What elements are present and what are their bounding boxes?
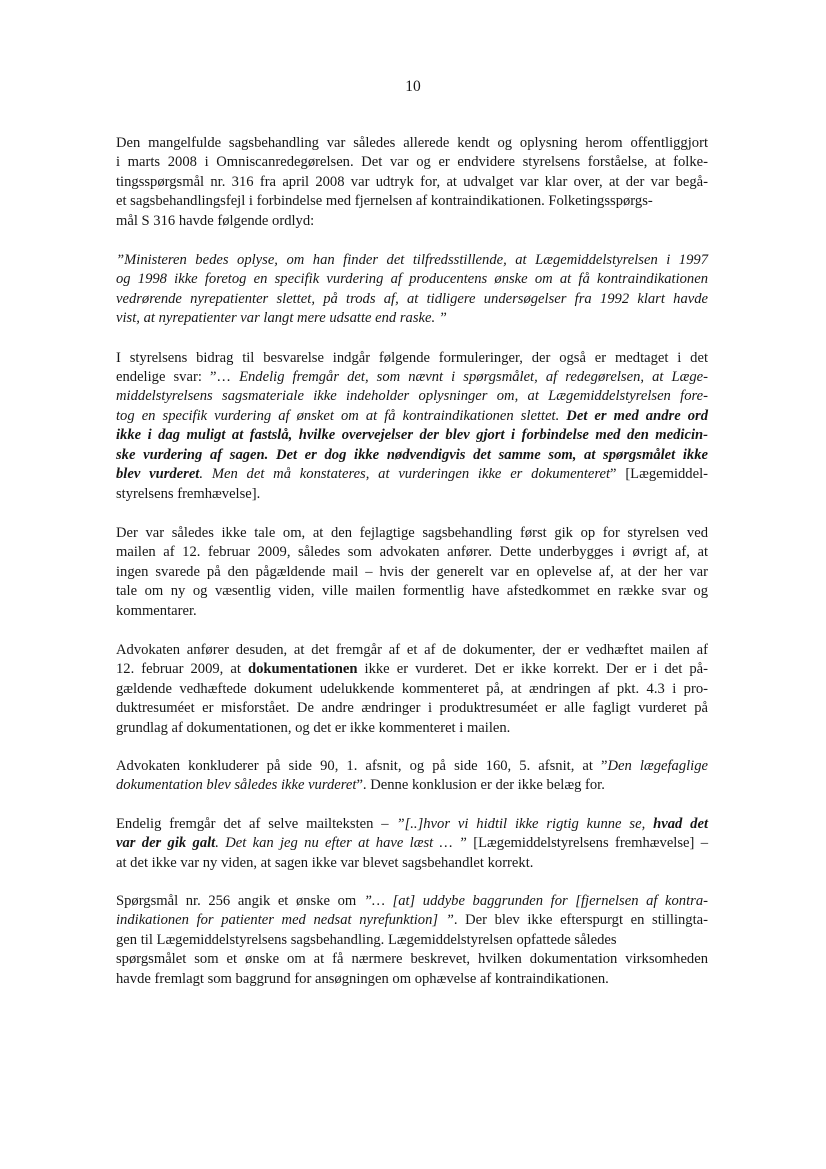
text-line [116, 680, 708, 699]
text-line [116, 543, 708, 562]
text-line [116, 854, 708, 873]
text-line [116, 290, 708, 309]
text-line [116, 602, 708, 621]
text-run: Advokaten anfører desuden, at det fremgår af et af de dokumenter, der er vedhæftet mailen af [116, 641, 708, 658]
text-line [116, 349, 708, 368]
text-run: kommentarer. [116, 602, 197, 619]
paragraph [116, 815, 708, 873]
paragraph [116, 757, 708, 796]
text-run: endelige svar: ”… [116, 369, 240, 386]
text-run: et sagsbehandlingsfejl i forbindelse med fjernelsen af kontraindikationen. Folketingsspørgs- [116, 193, 653, 210]
text-run: var der gik galt [116, 835, 216, 852]
text-run: [Lægemiddelstyrelsens fremhævelse] – [473, 835, 709, 852]
text-line [116, 582, 708, 601]
text-line [116, 309, 708, 328]
text-run: Endelig fremgår det af selve mailteksten – [116, 815, 397, 832]
text-run: ”[..]hvor vi hidtil ikke rigtig kunne se, [396, 815, 654, 832]
text-line [116, 465, 708, 484]
text-run: ikke i dag muligt at fastslå, hvilke overvejelser der blev gjort i forbindelse med den medicin- [116, 427, 708, 444]
text-run: blev vurderet [116, 466, 200, 483]
text-run: at det ikke var ny viden, at sagen ikke var blevet sagsbehandlet korrekt. [116, 854, 534, 871]
text-line [116, 251, 708, 270]
text-run: 12. februar 2009, at [116, 661, 248, 678]
text-run: vedrørende nyrepatienter slettet, på trods af, at tidligere undersøgelser fra 1992 klart havde [116, 290, 708, 307]
text-run: tingsspørgsmål nr. 316 fra april 2008 var udtryk for, at udvalget var klar over, at der var begå- [116, 173, 708, 190]
text-run: havde fremlagt som baggrund for ansøgningen om ophævelse af kontraindikationen. [116, 970, 609, 987]
text-run: Det er med andre ord [566, 407, 708, 424]
text-run: mailen af 12. februar 2009, således som advokaten anfører. Dette underbygges i øvrigt af, at [116, 544, 708, 561]
text-run: Spørgsmål nr. 256 angik et ønske om [116, 893, 364, 909]
text-run: dokumentationen [247, 661, 358, 678]
text-line [116, 563, 708, 582]
text-line [116, 192, 708, 211]
text-run: gældende vedhæftede dokument udelukkende kommenteret på, at ændringen af pkt. 4.3 i pro- [116, 680, 708, 697]
text-line [116, 426, 708, 445]
text-line [116, 524, 708, 543]
paragraph [116, 641, 708, 738]
text-run: ”… [at] uddybe baggrunden for [fjernelsen af kontra- [363, 893, 708, 909]
text-line [116, 931, 708, 950]
text-run: vist, at nyrepatienter var langt mere udsatte end raske. ” [116, 310, 447, 327]
text-run: Endelig fremgår det, som nævnt i spørgsmålet, af redegørelsen, at Læge- [239, 369, 708, 386]
text-line [116, 173, 708, 192]
text-run: hvad det [653, 815, 709, 832]
text-run: duktresuméet er misforstået. De andre ændringer i produktresuméet er alle fagligt vurderet på [116, 700, 708, 717]
text-run: ”. Denne konklusion er der ikke belæg for. [356, 777, 605, 794]
text-line [116, 446, 708, 465]
text-line [116, 153, 708, 172]
text-line [116, 212, 708, 231]
text-run: ”Ministeren bedes oplyse, om han finder det tilfredsstillende, at Lægemiddelstyrelsen i 1997 [116, 252, 708, 269]
text-run: mål S 316 havde følgende ordlyd: [116, 212, 315, 229]
text-run: styrelsens fremhævelse]. [116, 485, 261, 502]
text-run: dokumentation blev således ikke vurderet [116, 777, 357, 794]
text-run: ske vurdering af sagen. Det er dog ikke nødvendigvis det samme som, at spørgsmålet ikke [116, 446, 708, 463]
text-run: og 1998 ikke foretog en specifik vurdering af producentens ønske om at få kontraindikationen [116, 271, 708, 288]
text-run: tale om ny og væsentlig viden, ville mailen formentlig have afstedkommet en række svar og [116, 583, 708, 600]
text-run: Advokaten konkluderer på side 90, 1. afsnit, og på side 160, 5. afsnit, at ” [116, 757, 608, 774]
text-run: ikke er vurderet. Det er ikke korrekt. Der er i det på- [357, 661, 708, 678]
text-run: I styrelsens bidrag til besvarelse indgår følgende formuleringer, der også er medtaget i det [116, 349, 708, 366]
text-run: Den mangelfulde sagsbehandling var således allerede kendt og oplysning herom offentliggjort [116, 135, 708, 151]
text-run: spørgsmålet som et ønske om at få nærmere beskrevet, hvilken dokumentation virksomheden [116, 951, 708, 968]
text-run: ingen svarede på den pågældende mail – hvis der generelt var en oplevelse af, at der her var [116, 563, 708, 580]
text-run: i marts 2008 i Omniscanredegørelsen. Det var og er endvidere styrelsens forståelse, at folke- [116, 154, 708, 171]
paragraph [116, 251, 708, 329]
text-line [116, 270, 708, 289]
text-run: middelstyrelsens sagsmateriale ikke indeholder oplysninger om, at Lægemiddelstyrelsen fore- [116, 388, 708, 405]
text-run: indikationen for patienter med nedsat nyrefunktion] ” [116, 912, 454, 929]
text-run: gen til Lægemiddelstyrelsens sagsbehandling. Lægemiddelstyrelsen opfattede således [116, 931, 617, 948]
text-line [116, 757, 708, 776]
text-line [116, 719, 708, 738]
text-line [116, 970, 708, 989]
text-line [116, 134, 708, 153]
text-run: ” [Lægemiddel- [610, 466, 708, 483]
text-line [116, 485, 708, 504]
text-line [116, 368, 708, 387]
text-line [116, 407, 708, 426]
text-run: grundlag af dokumentationen, og det er ikke kommenteret i mailen. [116, 719, 511, 736]
text-line [116, 950, 708, 969]
paragraph [116, 349, 708, 504]
text-run: . Det kan jeg nu efter at have læst … ” [215, 835, 474, 852]
text-run: Den lægefaglige [607, 757, 708, 774]
text-line [116, 834, 708, 853]
text-line [116, 892, 708, 911]
text-run: Der var således ikke tale om, at den fejlagtige sagsbehandling først gik op for styrelsen ved [116, 524, 708, 541]
paragraph [116, 892, 708, 989]
text-line [116, 641, 708, 660]
text-run: . Der blev ikke efterspurgt en stillingta- [453, 912, 708, 929]
paragraph [116, 524, 708, 621]
body-text [116, 134, 708, 989]
text-line [116, 815, 708, 834]
text-line [116, 660, 708, 679]
text-run: . Men det må konstateres, at vurderingen ikke er dokumenteret [199, 466, 611, 483]
text-line [116, 911, 708, 930]
paragraph [116, 134, 708, 231]
text-line [116, 699, 708, 718]
text-line [116, 387, 708, 406]
text-line [116, 776, 708, 795]
page-number: 10 [405, 78, 421, 95]
text-run: tog en specifik vurdering af ønsket om at få kontraindikationen slettet. [116, 407, 567, 424]
